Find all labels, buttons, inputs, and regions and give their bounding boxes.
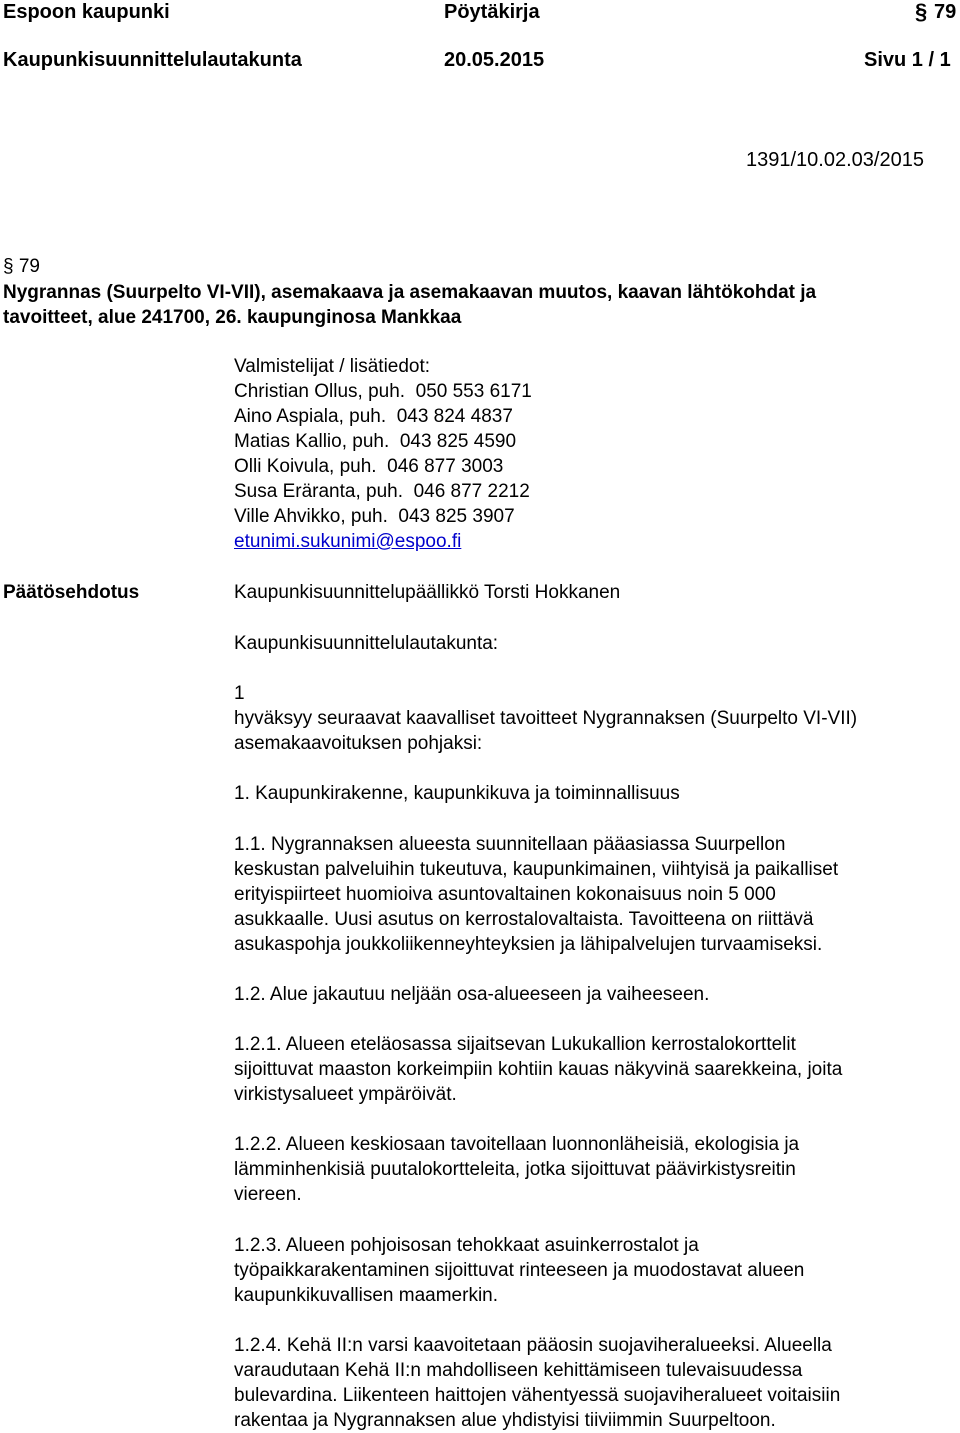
paragraph-line: rakentaa ja Nygrannaksen alue yhdistyisi tiiviimmin Suurpeltoon. xyxy=(234,1410,776,1431)
item-number-value: 79 xyxy=(18,256,40,277)
contact-phone: 043 824 4837 xyxy=(396,406,513,427)
paragraph-line: 1.1. Nygrannaksen alueesta suunnitellaan pääasiassa Suurpellon xyxy=(234,834,786,855)
paragraph-line: 1.2. Alue jakautuu neljään osa-alueeseen ja vaiheeseen. xyxy=(234,984,710,1005)
paragraph-line: 1.2.3. Alueen pohjoisosan tehokkaat asuinkerrostalot ja xyxy=(234,1235,699,1256)
item-title-line: tavoitteet, alue 241700, 26. kaupunginosa Mankkaa xyxy=(3,307,462,328)
document-type: Pöytäkirja xyxy=(444,1,540,23)
section-paragraph xyxy=(234,832,956,957)
meeting-date: 20.05.2015 xyxy=(444,49,545,71)
section-paragraph xyxy=(234,781,956,806)
contact-phone: 043 825 3907 xyxy=(398,506,515,527)
paragraph-line: asukaspohja joukkoliikenneyhteyksien ja lähipalvelujen turvaamiseksi. xyxy=(234,934,823,955)
point-number: 1 xyxy=(234,683,245,704)
paragraph-line: keskustan palveluihin tukeutuva, kaupunkimainen, viihtyisä ja paikalliset xyxy=(234,859,839,880)
board-line: Kaupunkisuunnittelulautakunta: xyxy=(234,633,499,654)
decision-point xyxy=(234,681,956,756)
paragraph-line: 1.2.2. Alueen keskiosaan tavoitellaan luonnonläheisiä, ekologisia ja xyxy=(234,1134,800,1155)
paragraph-line: sijoittuvat maaston korkeimpiin kohtiin kauas näkyvinä saarekkeina, joita xyxy=(234,1059,843,1080)
point-text-line: hyväksyy seuraavat kaavalliset tavoitteet Nygrannaksen (Suurpelto VI-VII) xyxy=(234,708,858,729)
contact-line: Susa Eräranta, puh. 046 877 2212 xyxy=(234,481,530,502)
paragraph-line: erityispiirteet huomioiva asuntovaltainen kokonaisuus noin 5 000 xyxy=(234,884,776,905)
section-paragraph xyxy=(234,982,956,1007)
case-id: 1391/10.02.03/2015 xyxy=(746,149,924,171)
section-paragraph xyxy=(234,1132,956,1207)
paragraph-line: kaupunkikuvallisen maamerkin. xyxy=(234,1285,499,1306)
paragraph-line: 1.2.1. Alueen eteläosassa sijaitsevan Lukukallion kerrostalokorttelit xyxy=(234,1034,796,1055)
paragraph-line: virkistysalueet ympäröivät. xyxy=(234,1084,457,1105)
section-icon: § xyxy=(3,256,14,277)
proposer: Kaupunkisuunnittelupäällikkö Torsti Hokkanen xyxy=(234,582,621,603)
minutes-number: 79 xyxy=(934,1,957,23)
proposal-label: Päätösehdotus xyxy=(3,582,140,603)
section-paragraph xyxy=(234,1333,956,1433)
email-link[interactable]: etunimi.sukunimi@espoo.fi xyxy=(234,531,462,552)
item-number xyxy=(3,254,40,279)
paragraph-line: bulevardina. Liikenteen haittojen vähentyessä suojaviheralueet voitaisiin xyxy=(234,1385,841,1406)
contact-phone: 043 825 4590 xyxy=(399,431,517,452)
point-text-line: asemakaavoituksen pohjaksi: xyxy=(234,733,483,754)
paragraph-line: varaudutaan Kehä II:n mahdolliseen kehittämiseen tulevaisuudessa xyxy=(234,1360,803,1381)
contact-line: Aino Aspiala, puh. 043 824 4837 xyxy=(234,406,513,427)
contact-line: Christian Ollus, puh. 050 553 6171 xyxy=(234,381,532,402)
item-title-line: Nygrannas (Suurpelto VI-VII), asemakaava ja asemakaavan muutos, kaavan lähtökohdat ja xyxy=(3,282,817,303)
paragraph-line: lämminhenkisiä puutalokortteleita, jotka sijoittuvat päävirkistysreitin xyxy=(234,1159,796,1180)
section-paragraph xyxy=(234,1233,956,1308)
preparers-block xyxy=(234,354,956,554)
paragraph-line: 1.2.4. Kehä II:n varsi kaavoitetaan pääosin suojaviheralueeksi. Alueella xyxy=(234,1335,832,1356)
preparers-heading: Valmistelijat / lisätiedot: xyxy=(234,356,431,377)
section-paragraph xyxy=(234,1032,956,1107)
board-name: Kaupunkisuunnittelulautakunta xyxy=(3,49,302,71)
section-icon: § xyxy=(915,0,928,24)
contact-phone: 046 877 2212 xyxy=(413,481,530,502)
city-name: Espoon kaupunki xyxy=(3,1,170,23)
contact-phone: 046 877 3003 xyxy=(387,456,504,477)
paragraph-line: viereen. xyxy=(234,1184,302,1205)
paragraph-line: 1. Kaupunkirakenne, kaupunkikuva ja toiminnallisuus xyxy=(234,783,680,804)
contact-phone: 050 553 6171 xyxy=(415,381,532,402)
paragraph-line: työpaikkarakentaminen sijoittuvat rinteeseen ja muodostavat alueen xyxy=(234,1260,805,1281)
paragraph-line: asukkaalle. Uusi asutus on kerrostalovaltaista. Tavoitteena on riittävä xyxy=(234,909,814,930)
page-indicator: Sivu 1 / 1 xyxy=(864,49,951,71)
contact-line: Ville Ahvikko, puh. 043 825 3907 xyxy=(234,506,515,527)
contact-line: Matias Kallio, puh. 043 825 4590 xyxy=(234,431,517,452)
contact-line: Olli Koivula, puh. 046 877 3003 xyxy=(234,456,504,477)
